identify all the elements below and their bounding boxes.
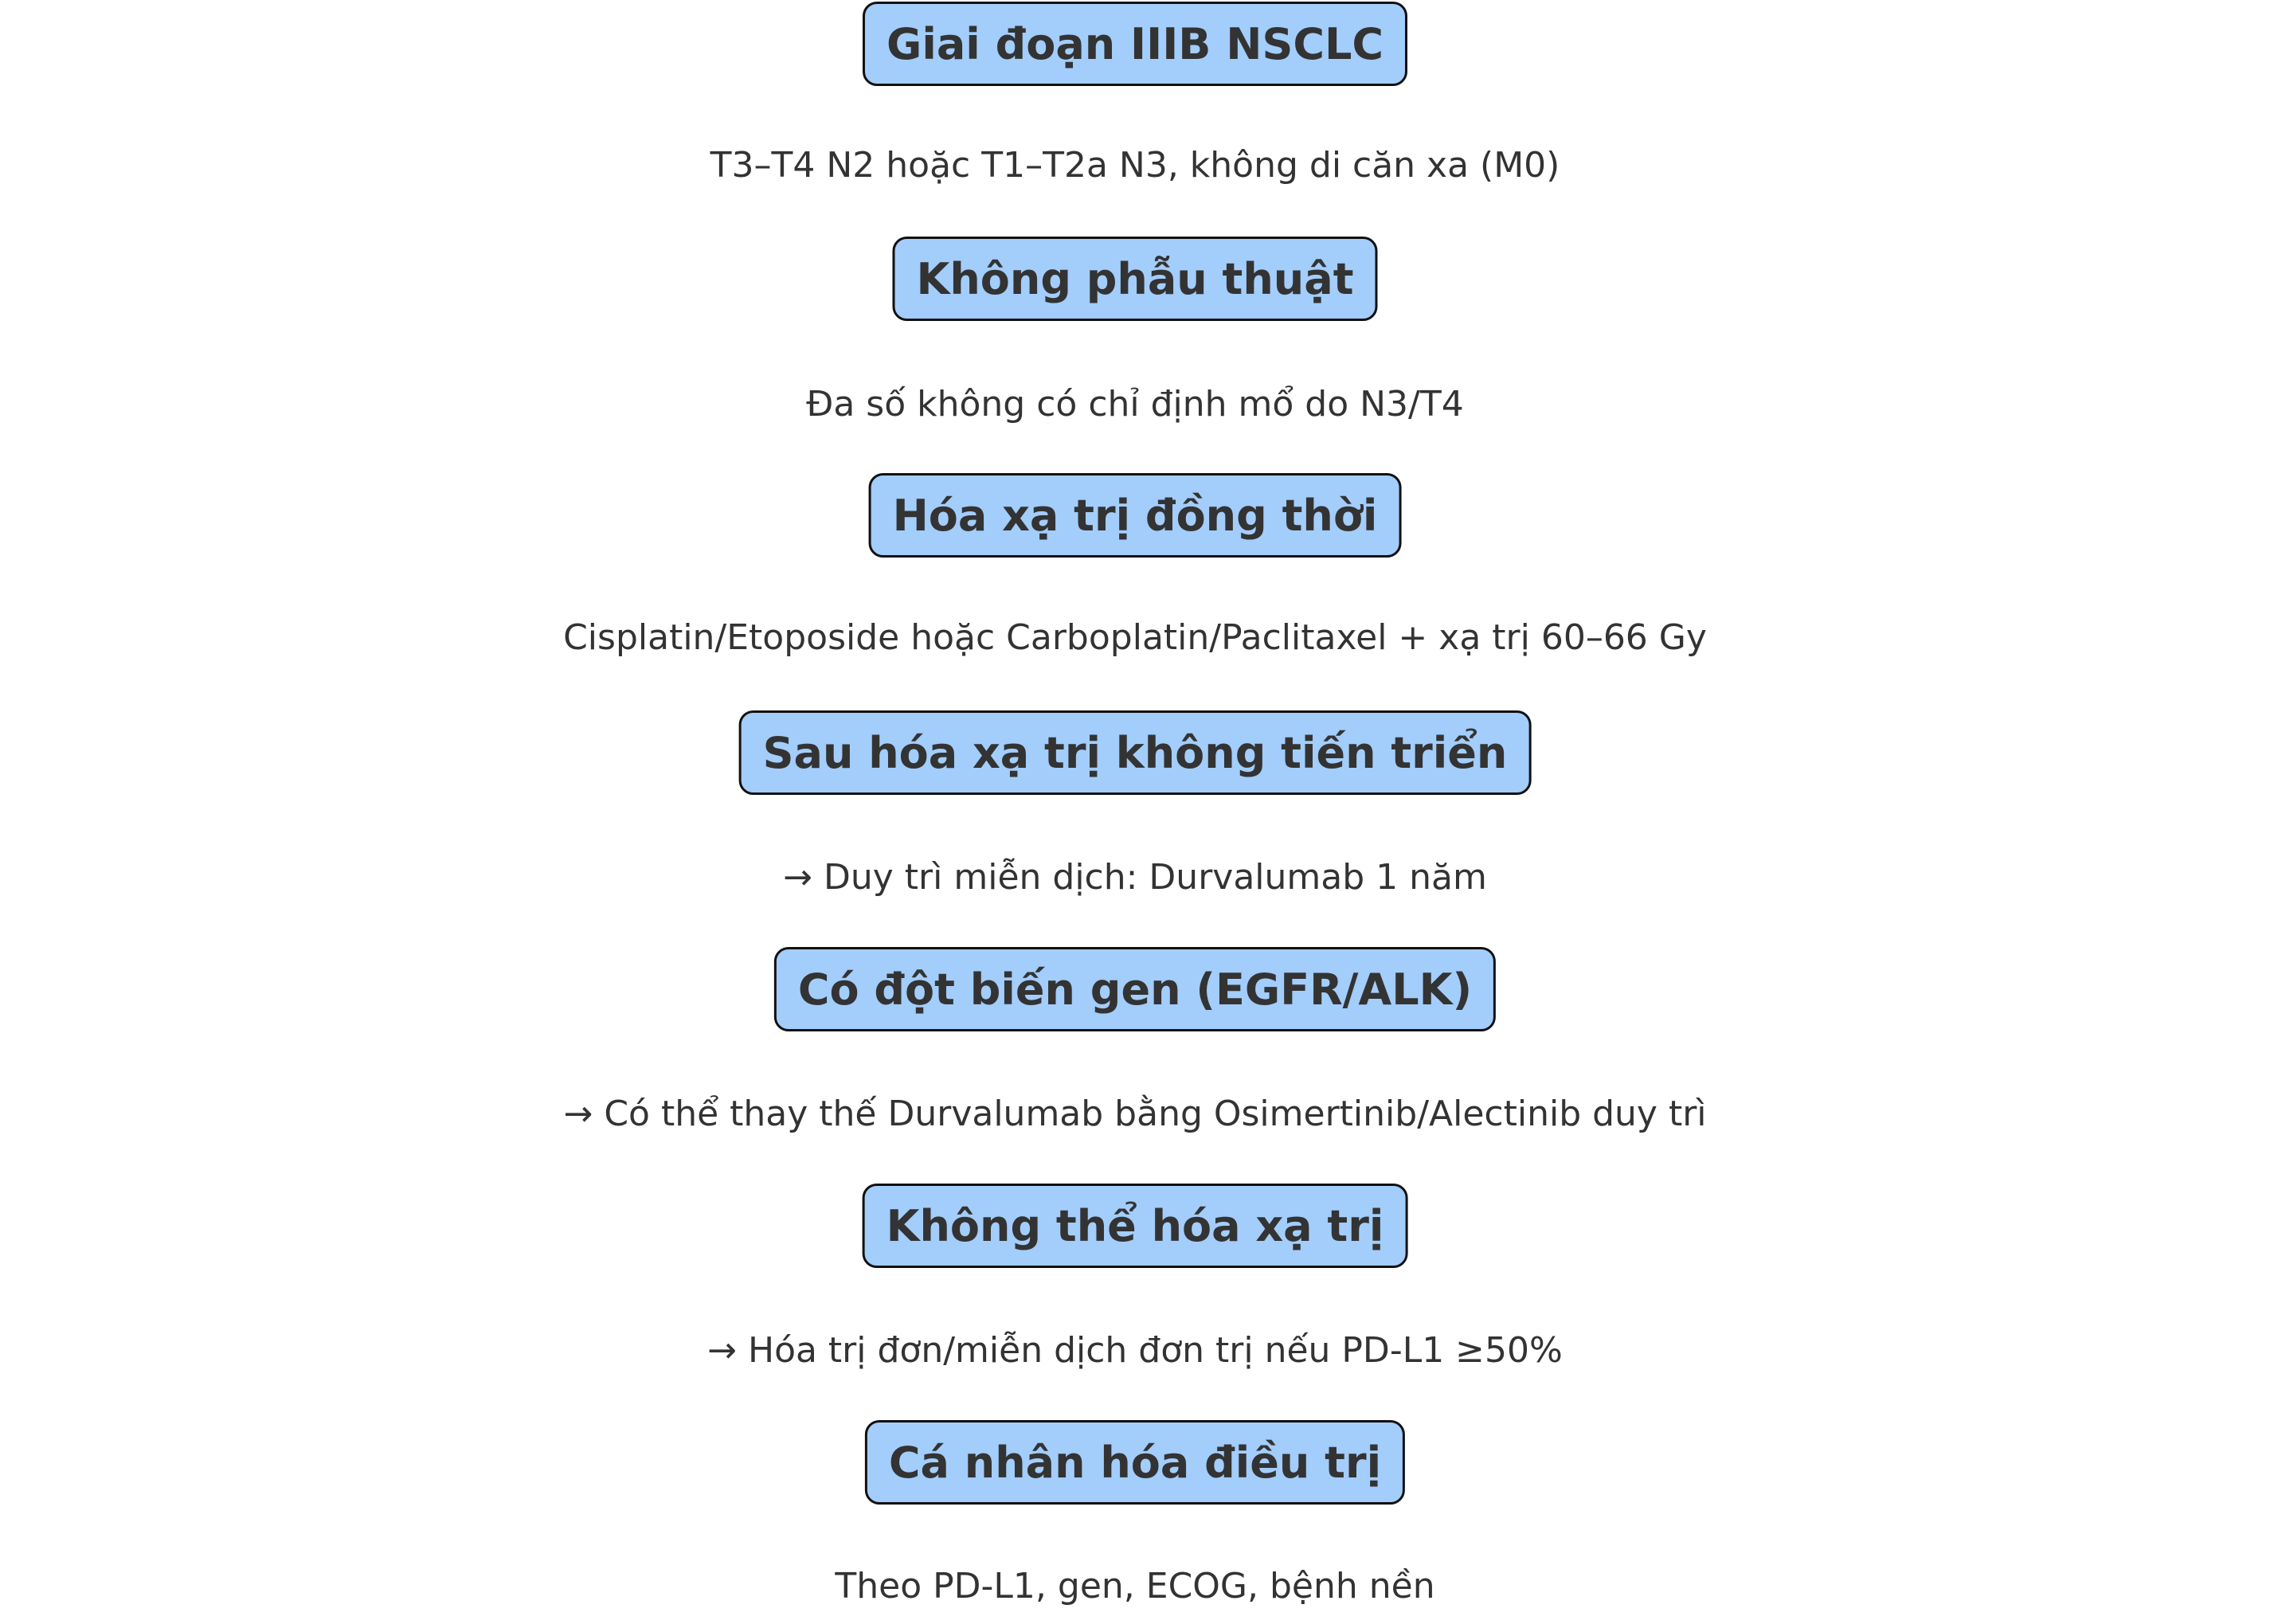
step-note-personalized: Theo PD-L1, gen, ECOG, bệnh nền: [835, 1566, 1435, 1606]
step-box-concurrent-chemoradiation: Hóa xạ trị đồng thời: [869, 473, 1402, 558]
step-note-not-eligible: → Hóa trị đơn/miễn dịch đơn trị nếu PD-L1 ≥50%: [707, 1330, 1563, 1371]
step-note-concurrent-chemoradiation: Cisplatin/Etoposide hoặc Carboplatin/Paclitaxel + xạ trị 60–66 Gy: [563, 617, 1707, 658]
step-note-no-surgery: Đa số không có chỉ định mổ do N3/T4: [806, 384, 1464, 425]
step-box-gene-mutation: Có đột biến gen (EGFR/ALK): [774, 947, 1496, 1031]
step-note-stage-iiib: T3–T4 N2 hoặc T1–T2a N3, không di căn xa (M0): [710, 145, 1560, 186]
step-box-personalized: Cá nhân hóa điều trị: [865, 1420, 1405, 1505]
step-box-stage-iiib: Giai đoạn IIIB NSCLC: [863, 2, 1407, 86]
step-box-no-surgery: Không phẫu thuật: [892, 237, 1377, 321]
step-note-no-progression: → Duy trì miễn dịch: Durvalumab 1 năm: [783, 857, 1487, 898]
step-box-no-progression: Sau hóa xạ trị không tiến triển: [739, 710, 1532, 795]
step-box-not-eligible: Không thể hóa xạ trị: [863, 1184, 1408, 1268]
step-note-gene-mutation: → Có thể thay thế Durvalumab bằng Osimertinib/Alectinib duy trì: [563, 1094, 1707, 1134]
